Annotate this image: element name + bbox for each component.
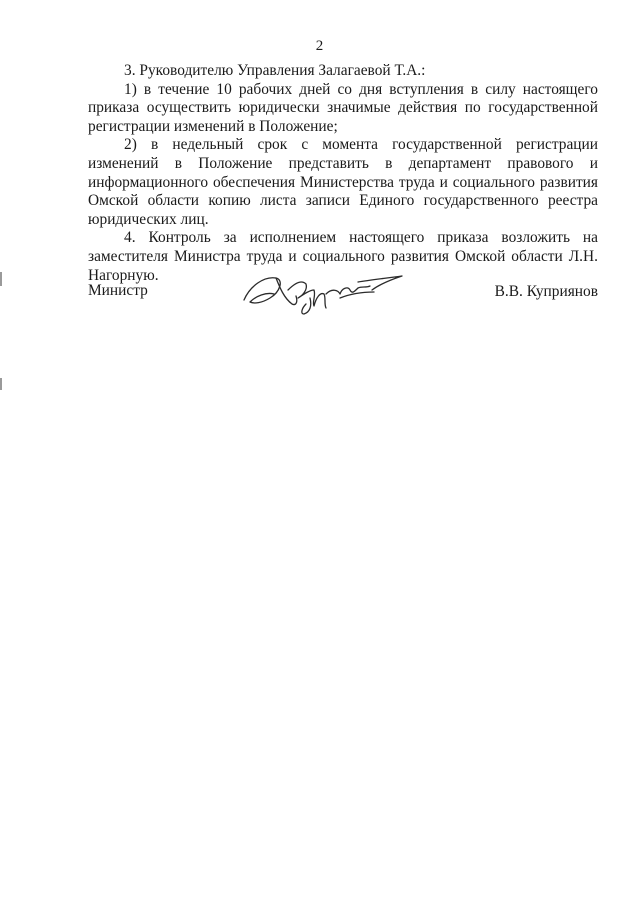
paragraph-subitem-1: 1) в течение 10 рабочих дней со дня вступления в силу настоящего приказа осуществить юридически значимые действия по государственной регистрации изменений в Положение;	[88, 80, 598, 135]
scan-edge-mark	[0, 378, 2, 390]
signature-block	[88, 268, 598, 318]
handwritten-signature	[240, 268, 410, 318]
signatory-title: Министр	[88, 282, 148, 299]
page-number: 2	[315, 38, 324, 54]
scan-edge-mark	[0, 272, 2, 286]
paragraph-item-4: 4. Контроль за исполнением настоящего приказа возложить на заместителя Министра труда и социального развития Омской области Л.Н. Нагорную.	[88, 229, 598, 284]
document-body	[88, 62, 598, 285]
signatory-name: В.В. Куприянов	[494, 283, 598, 300]
paragraph-item-3: 3. Руководителю Управления Залагаевой Т.А.:	[124, 62, 426, 79]
paragraph-subitem-2: 2) в недельный срок с момента государственной регистрации изменений в Положение представить в департамент правового и информационного обеспечения Министерства труда и социального развития Омской области копию листа записи Единого государственного реестра юридических лиц.	[88, 136, 598, 228]
